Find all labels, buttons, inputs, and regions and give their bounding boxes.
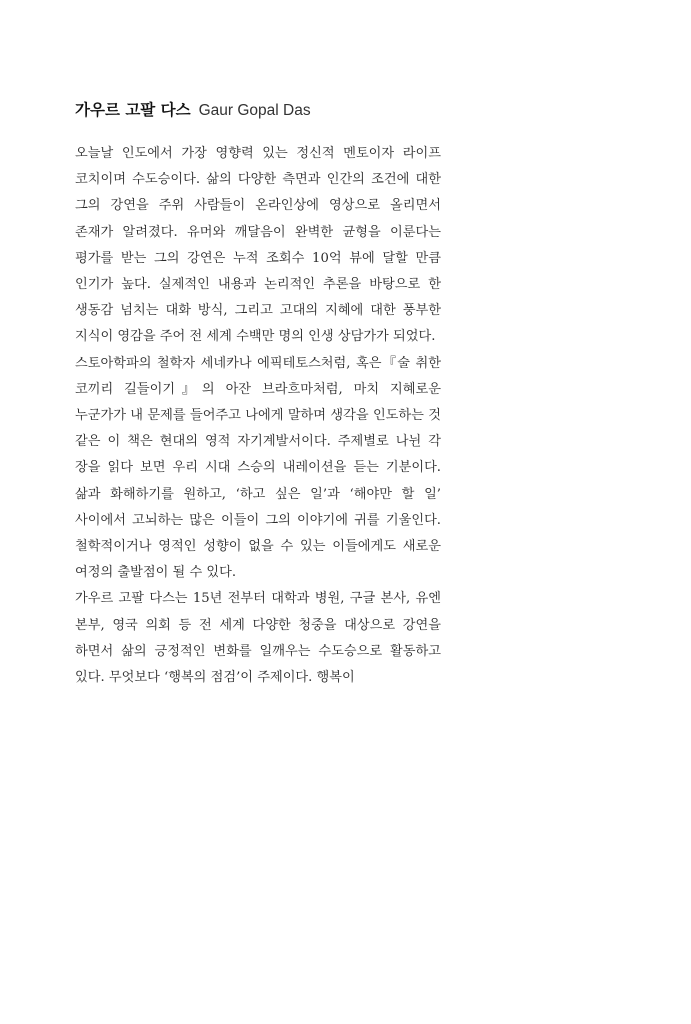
bio-paragraph-3: 가우르 고팔 다스는 15년 전부터 대학과 병원, 구글 본사, 유엔 본부, 영국 의회 등 전 세계 다양한 청중을 대상으로 강연을 하면서 삶의 긍정적인 변화를 일깨우는 수도승으로 활동하고 있다. 무엇보다 ‘행복의 점검’이 주제이다. 행복이 [75,591,441,686]
bio-paragraph-1: 오늘날 인도에서 가장 영향력 있는 정신적 멘토이자 라이프 코치이며 수도승이다. 삶의 다양한 측면과 인간의 조건에 대한 그의 강연을 주위 사람들이 온라인상에 영상으로 올리면서 존재가 알려졌다. 유머와 깨달음이 완벽한 균형을 이룬다는 평가를 받는 그의 강연은 누적 조회수 10억 뷰에 달할 만큼 인기가 높다. 실제적인 내용과 논리적인 추론을 바탕으로 한 생동감 넘치는 대화 방식, 그리고 고대의 지혜에 대한 풍부한 지식이 영감을 주어 전 세계 수백만 명의 인생 상담가가 되었다. [75,146,441,345]
author-bio-section [75,98,441,691]
author-heading [75,98,441,123]
bio-paragraph-2: 스토아학파의 철학자 세네카나 에픽테토스처럼, 혹은『술 취한 코끼리 길들이기』의 아잔 브라흐마처럼, 마치 지혜로운 누군가가 내 문제를 들어주고 나에게 말하며 생각을 인도하는 것 같은 이 책은 현대의 영적 자기계발서이다. 주제별로 나뉜 각 장을 읽다 보면 우리 시대 스승의 내레이션을 듣는 기분이다. 삶과 화해하기를 원하고, ‘하고 싶은 일’과 ‘해야만 할 일’ 사이에서 고뇌하는 많은 이들이 그의 이야기에 귀를 기울인다. 철학적이거나 영적인 성향이 없을 수 있는 이들에게도 새로운 여정의 출발점이 될 수 있다. [75,355,441,581]
author-name-english: Gaur Gopal Das [198,102,311,119]
author-name-korean: 가우르 고팔 다스 [75,101,191,119]
